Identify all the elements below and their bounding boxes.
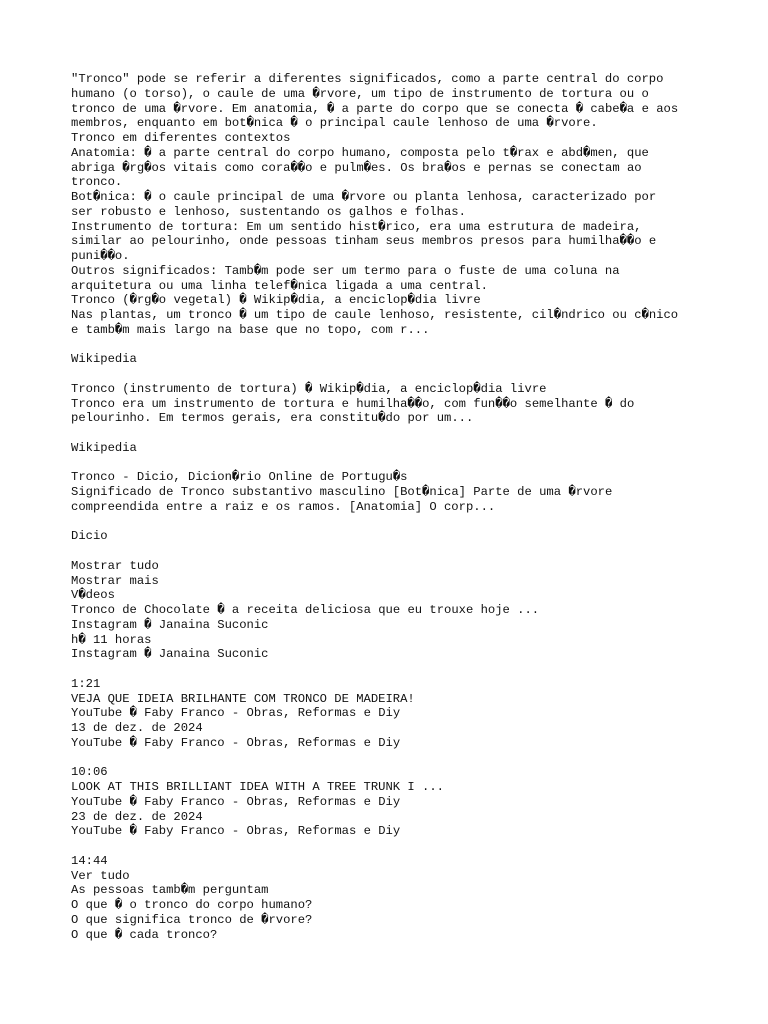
text-line: h� 11 horas	[71, 632, 152, 647]
text-line: Dicio	[71, 529, 108, 544]
blank-line	[71, 662, 751, 677]
blank-line	[71, 338, 751, 353]
text-line: Anatomia: � a parte central do corpo humano, composta pelo t�rax e abd�men, que	[71, 145, 649, 160]
text-line: O que � cada tronco?	[71, 927, 218, 942]
text-line: O que � o tronco do corpo humano?	[71, 898, 313, 912]
text-line: 13 de dez. de 2024	[71, 721, 203, 735]
text-line: Instagram � Janaina Suconic	[71, 647, 269, 662]
text-line: YouTube � Faby Franco - Obras, Reformas e Diy	[71, 706, 401, 721]
text-line: 1:21	[71, 676, 101, 691]
text-line: Tronco (instrumento de tortura) � Wikip�dia, a enciclop�dia livre	[71, 381, 547, 396]
text-line: puni��o.	[71, 249, 130, 263]
text-line: tronco.	[71, 175, 123, 190]
text-line: Wikipedia	[71, 352, 137, 367]
text-line: Tronco em diferentes contextos	[71, 131, 291, 145]
text-line: Tronco de Chocolate � a receita deliciosa que eu trouxe hoje ...	[71, 603, 540, 617]
text-line: Ver tudo	[71, 868, 130, 883]
text-line: arquitetura ou uma linha telef�nica ligada a uma central.	[71, 278, 488, 293]
text-line: 14:44	[71, 853, 108, 868]
blank-line	[71, 751, 751, 766]
text-line: O que significa tronco de �rvore?	[71, 912, 313, 927]
text-line: YouTube � Faby Franco - Obras, Reformas e Diy	[71, 794, 401, 809]
text-line: "Tronco" pode se referir a diferentes significados, como a parte central do corpo	[71, 72, 664, 86]
text-line: Wikipedia	[71, 440, 137, 455]
text-line: tronco de uma �rvore. Em anatomia, � a parte do corpo que se conecta � cabe�a e aos	[71, 101, 679, 116]
text-line: Significado de Tronco substantivo masculino [Bot�nica] Parte de uma �rvore	[71, 485, 613, 499]
text-line: YouTube � Faby Franco - Obras, Reformas e Diy	[71, 824, 401, 839]
text-line: pelourinho. Em termos gerais, era constitu�do por um...	[71, 411, 474, 426]
text-line: Nas plantas, um tronco � um tipo de caule lenhoso, resistente, cil�ndrico ou c�nico	[71, 308, 679, 322]
blank-line	[71, 544, 751, 559]
text-line: VEJA QUE IDEIA BRILHANTE COM TRONCO DE MADEIRA!	[71, 691, 415, 706]
blank-line	[71, 456, 751, 471]
text-line: membros, enquanto em bot�nica � o principal caule lenhoso de uma �rvore.	[71, 116, 598, 131]
text-line: 23 de dez. de 2024	[71, 809, 203, 824]
text-line: As pessoas tamb�m perguntam	[71, 883, 269, 898]
text-line: Tronco - Dicio, Dicion�rio Online de Portugu�s	[71, 470, 408, 485]
blank-line	[71, 426, 751, 441]
text-line: Tronco era um instrumento de tortura e humilha��o, com fun��o semelhante � do	[71, 396, 635, 411]
text-line: LOOK AT THIS BRILLIANT IDEA WITH A TREE TRUNK I ...	[71, 780, 444, 794]
text-line: Mostrar mais	[71, 573, 159, 588]
blank-line	[71, 515, 751, 530]
text-line: YouTube � Faby Franco - Obras, Reformas e Diy	[71, 735, 401, 750]
text-line: Bot�nica: � o caule principal de uma �rvore ou planta lenhosa, caracterizado por	[71, 190, 657, 204]
text-line: Instagram � Janaina Suconic	[71, 617, 269, 632]
text-line: 10:06	[71, 765, 108, 780]
text-line: compreendida entre a raiz e os ramos. [Anatomia] O corp...	[71, 499, 496, 514]
text-line: ser robusto e lenhoso, sustentando os galhos e folhas.	[71, 204, 466, 219]
blank-line	[71, 367, 751, 382]
document-text	[71, 72, 751, 942]
text-line: e tamb�m mais largo na base que no topo, com r...	[71, 322, 430, 337]
text-line: Outros significados: Tamb�m pode ser um termo para o fuste de uma coluna na	[71, 263, 620, 278]
text-line: Mostrar tudo	[71, 558, 159, 573]
text-line: similar ao pelourinho, onde pessoas tinham seus membros presos para humilha��o e	[71, 234, 657, 249]
text-line: V�deos	[71, 588, 115, 603]
text-line: Tronco (�rg�o vegetal) � Wikip�dia, a enciclop�dia livre	[71, 293, 481, 308]
blank-line	[71, 839, 751, 854]
text-line: abriga �rg�os vitais como cora��o e pulm�es. Os bra�os e pernas se conectam ao	[71, 160, 642, 175]
text-line: humano (o torso), o caule de uma �rvore, um tipo de instrumento de tortura ou o	[71, 86, 649, 101]
text-line: Instrumento de tortura: Em um sentido hist�rico, era uma estrutura de madeira,	[71, 219, 642, 234]
